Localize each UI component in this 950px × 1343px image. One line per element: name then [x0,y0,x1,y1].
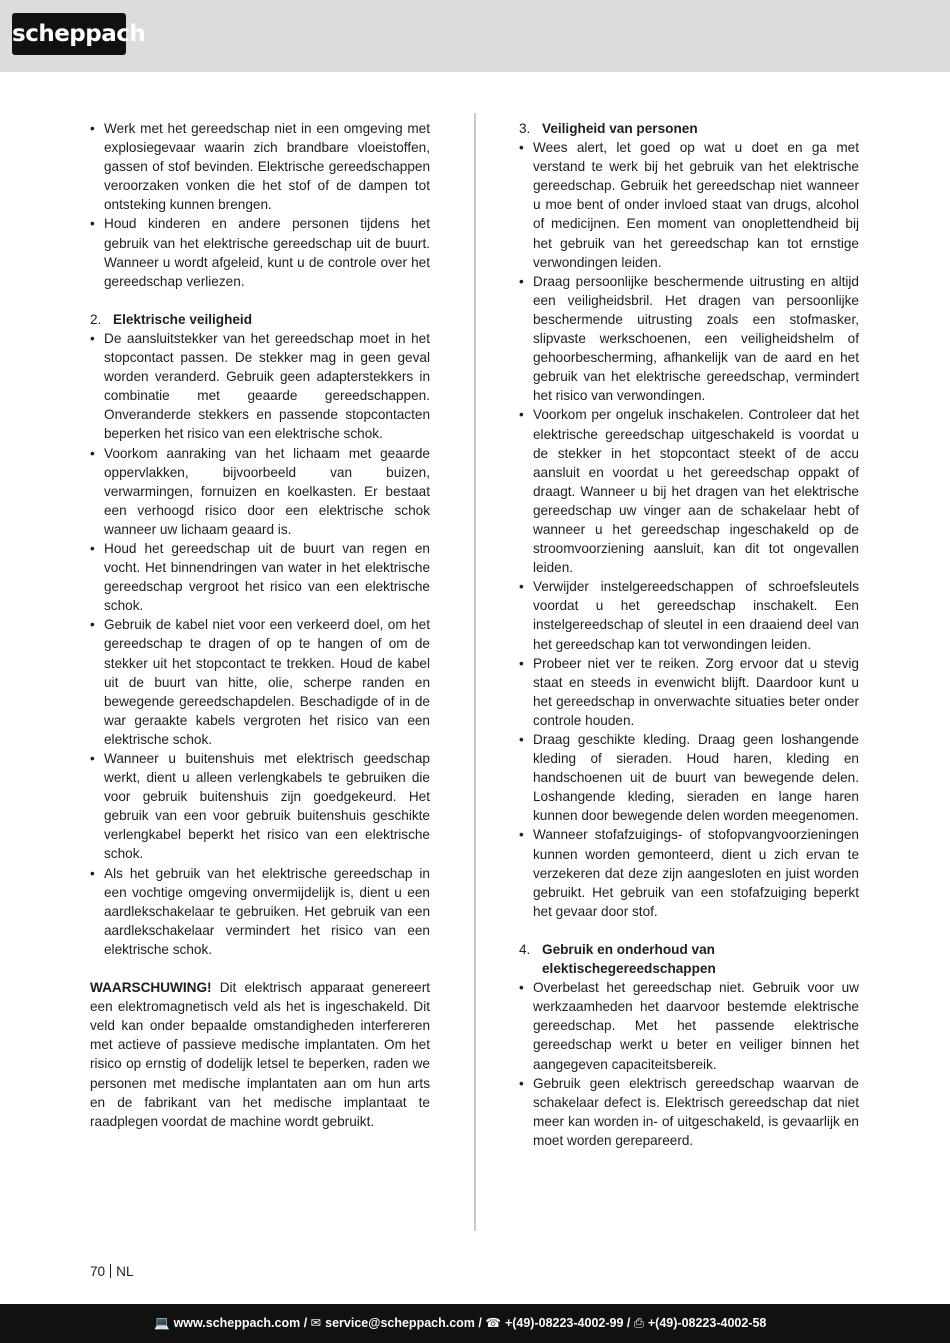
intro-bullet-list [90,119,430,291]
page-number-separator [110,1264,111,1278]
electrical-safety-list [90,329,430,959]
list-item: • Voorkom aanraking van het lichaam met geaarde oppervlakken, bijvoorbeeld van buizen, verwarmingen, fornuizen en koelkasten. Er bestaat een verhoogd risico door een elektrische schok wanneer uw lichaam geaard is. [90,444,430,539]
list-item: • Gebruik de kabel niet voor een verkeerd doel, om het gereedschap te dragen of op te hangen of om de stekker uit het stopcontact te trekken. Houd de kabel uit de buurt van hitte, olie, scherpe randen en bewegende gereedschapdelen. Beschadigde of in de war geraakte kabels vergroten het risico van een elektrische schok. [90,615,430,749]
section-heading-use-maintenance [519,940,859,978]
warning-paragraph [90,978,430,1131]
footer-website: www.scheppach.com / [173,1316,308,1330]
page-number [90,1264,134,1279]
list-item: • Overbelast het gereedschap niet. Gebruik voor uw werkzaamheden het daarvoor bestemde elektrische gereedschap. Met het passende elektrische gereedschap werkt u beter en veiliger binnen het aangegeven capaciteitsbereik. [519,978,859,1073]
list-item: • Houd kinderen en andere personen tijdens het gebruik van het elektrische gereedschap uit de buurt. Wanneer u wordt afgeleid, kunt u de controle over het gereedschap verliezen. [90,214,430,290]
section-title: Elektrische veiligheid [113,311,253,327]
page-language: NL [116,1264,134,1279]
footer-email: service@scheppach.com / [325,1316,482,1330]
list-item: • Draag persoonlijke beschermende uitrusting en altijd een veiligheidsbril. Het dragen van persoonlijke beschermende uitrusting zoals een stofmasker, slipvaste werkschoenen, een veiligheidshelm of gehoorbescherming, afhankelijk van de aard en het gebruik van het elektrische gereedschap, vermindert het risico van verwondingen. [519,272,859,406]
list-item: • Als het gebruik van het elektrische gereedschap in een vochtige omgeving onvermijdelijk is, dient u een aardlekschakelaar te gebruiken. Het gebruik van een aardlekschakelaar vermindert het risico van een elektrische schok. [90,864,430,959]
section-heading-personal-safety [519,119,859,138]
fax-icon: ⎙ [633,1316,644,1330]
list-item: • Verwijder instelgereedschappen of schroefsleutels voordat u het gereedschap inschakelt. Een instelgereedschap of sleutel in een draaiend deel van het gereedschap kan tot verwondingen leiden. [519,577,859,653]
list-item: • Voorkom per ongeluk inschakelen. Controleer dat het elektrische gereedschap uitgeschakeld is voordat u de stekker in het stopcontact steekt of de accu aansluit en voordat u het gereedschap oppakt of draagt. Wanneer u bij het dragen van het elektrische gereedschap uw vinger aan de schakelaar hebt of wanneer u het gereedschap ingeschakeld op de stroomvoorziening aansluit, kan dit tot ongevallen leiden. [519,405,859,577]
list-item: • Werk met het gereedschap niet in een omgeving met explosiegevaar waarin zich brandbare vloeistoffen, gassen of stof bevinden. Elektrische gereedschappen veroorzaken vonken die het stof of de dampen tot ontsteking kunnen brengen. [90,119,430,214]
section-number: 2. [90,311,102,327]
list-item: • Gebruik geen elektrisch gereedschap waarvan de schakelaar defect is. Elektrisch gereedschap dat niet meer kan worden in- of uitgeschakeld, is gevaarlijk en moet worden gerepareerd. [519,1074,859,1150]
page-header [0,0,950,72]
page-footer [0,1304,950,1343]
warning-label: WAARSCHUWING! [90,980,212,996]
phone-icon: ☎ [485,1316,501,1330]
list-item: • Draag geschikte kleding. Draag geen loshangende kleding of sieraden. Houd haren, kleding en handschoenen uit de buurt van bewegende delen. Loshangende kleding, sieraden en lange haren kunnen door bewegende delen worden meegenomen. [519,730,859,825]
computer-icon: 💻 [154,1316,170,1330]
footer-fax: +(49)-08223-4002-58 [647,1316,767,1330]
section-number: 4. [519,941,531,957]
footer-phone: +(49)-08223-4002-99 / [504,1316,631,1330]
section-title: Veiligheid van personen [542,121,698,136]
list-item: • Wanneer u buitenshuis met elektrisch geedschap werkt, dient u alleen verlengkabels te gebruiken die voor gebruik buitenshuis zijn goedgekeurd. Het gebruik van een voor gebruik buitenshuis geschikte verlengkabel beperkt het risico van een elektrische schok. [90,749,430,864]
list-item: • Wanneer stofafzuigings- of stofopvangvoorzieningen kunnen worden gemonteerd, dient u zich ervan te verzekeren dat deze zijn aangesloten en juist worden gebruikt. Het gebruik van een stofafzuiging beperkt het gevaar door stof. [519,825,859,920]
page-number-value: 70 [90,1264,106,1279]
column-divider [474,113,476,1231]
warning-text: Dit elektrisch apparaat genereert een elektromagnetisch veld als het is ingeschakeld. Dit veld kan onder bepaalde omstandigheden interfereren met actieve of passieve medische implantaten. Om het risico op ernstig of dodelijk letsel te beperken, raden we personen met medische implantaten aan om hun arts en de fabrikant van het medische implantaat te raadplegen voordat de machine wordt gebruikt. [90,980,430,1129]
section-title: Gebruik en onderhoud van elektischegereedschappen [542,941,716,977]
section-number: 3. [519,121,531,136]
brand-logo: scheppach [12,13,126,55]
right-column [519,119,859,1150]
list-item: • Houd het gereedschap uit de buurt van regen en vocht. Het binnendringen van water in het elektrische gereedschap vergroot het risico van een elektrische schok. [90,539,430,615]
use-maintenance-list [519,978,859,1150]
section-heading-electrical-safety [90,310,430,329]
personal-safety-list [519,138,859,921]
mail-icon: ✉ [310,1316,322,1330]
list-item: • De aansluitstekker van het gereedschap moet in het stopcontact passen. De stekker mag in geen geval worden veranderd. Gebruik geen adapterstekkers in combinatie met geaarde gereedschappen. Onveranderde stekkers en passende stopcontacten beperken het risico van een elektrische schok. [90,329,430,444]
list-item: • Wees alert, let goed op wat u doet en ga met verstand te werk bij het gebruik van het elektrische gereedschap. Gebruik het gereedschap niet wanneer u moe bent of onder invloed staat van drugs, alcohol of medicijnen. Een moment van onoplettendheid bij het gebruik van het gereedschap kan tot ernstige verwondingen leiden. [519,138,859,272]
left-column [90,119,430,1131]
list-item: • Probeer niet ver te reiken. Zorg ervoor dat u stevig staat en steeds in evenwicht blijft. Daardoor kunt u het gereedschap in onverwachte situaties beter onder controle houden. [519,654,859,730]
